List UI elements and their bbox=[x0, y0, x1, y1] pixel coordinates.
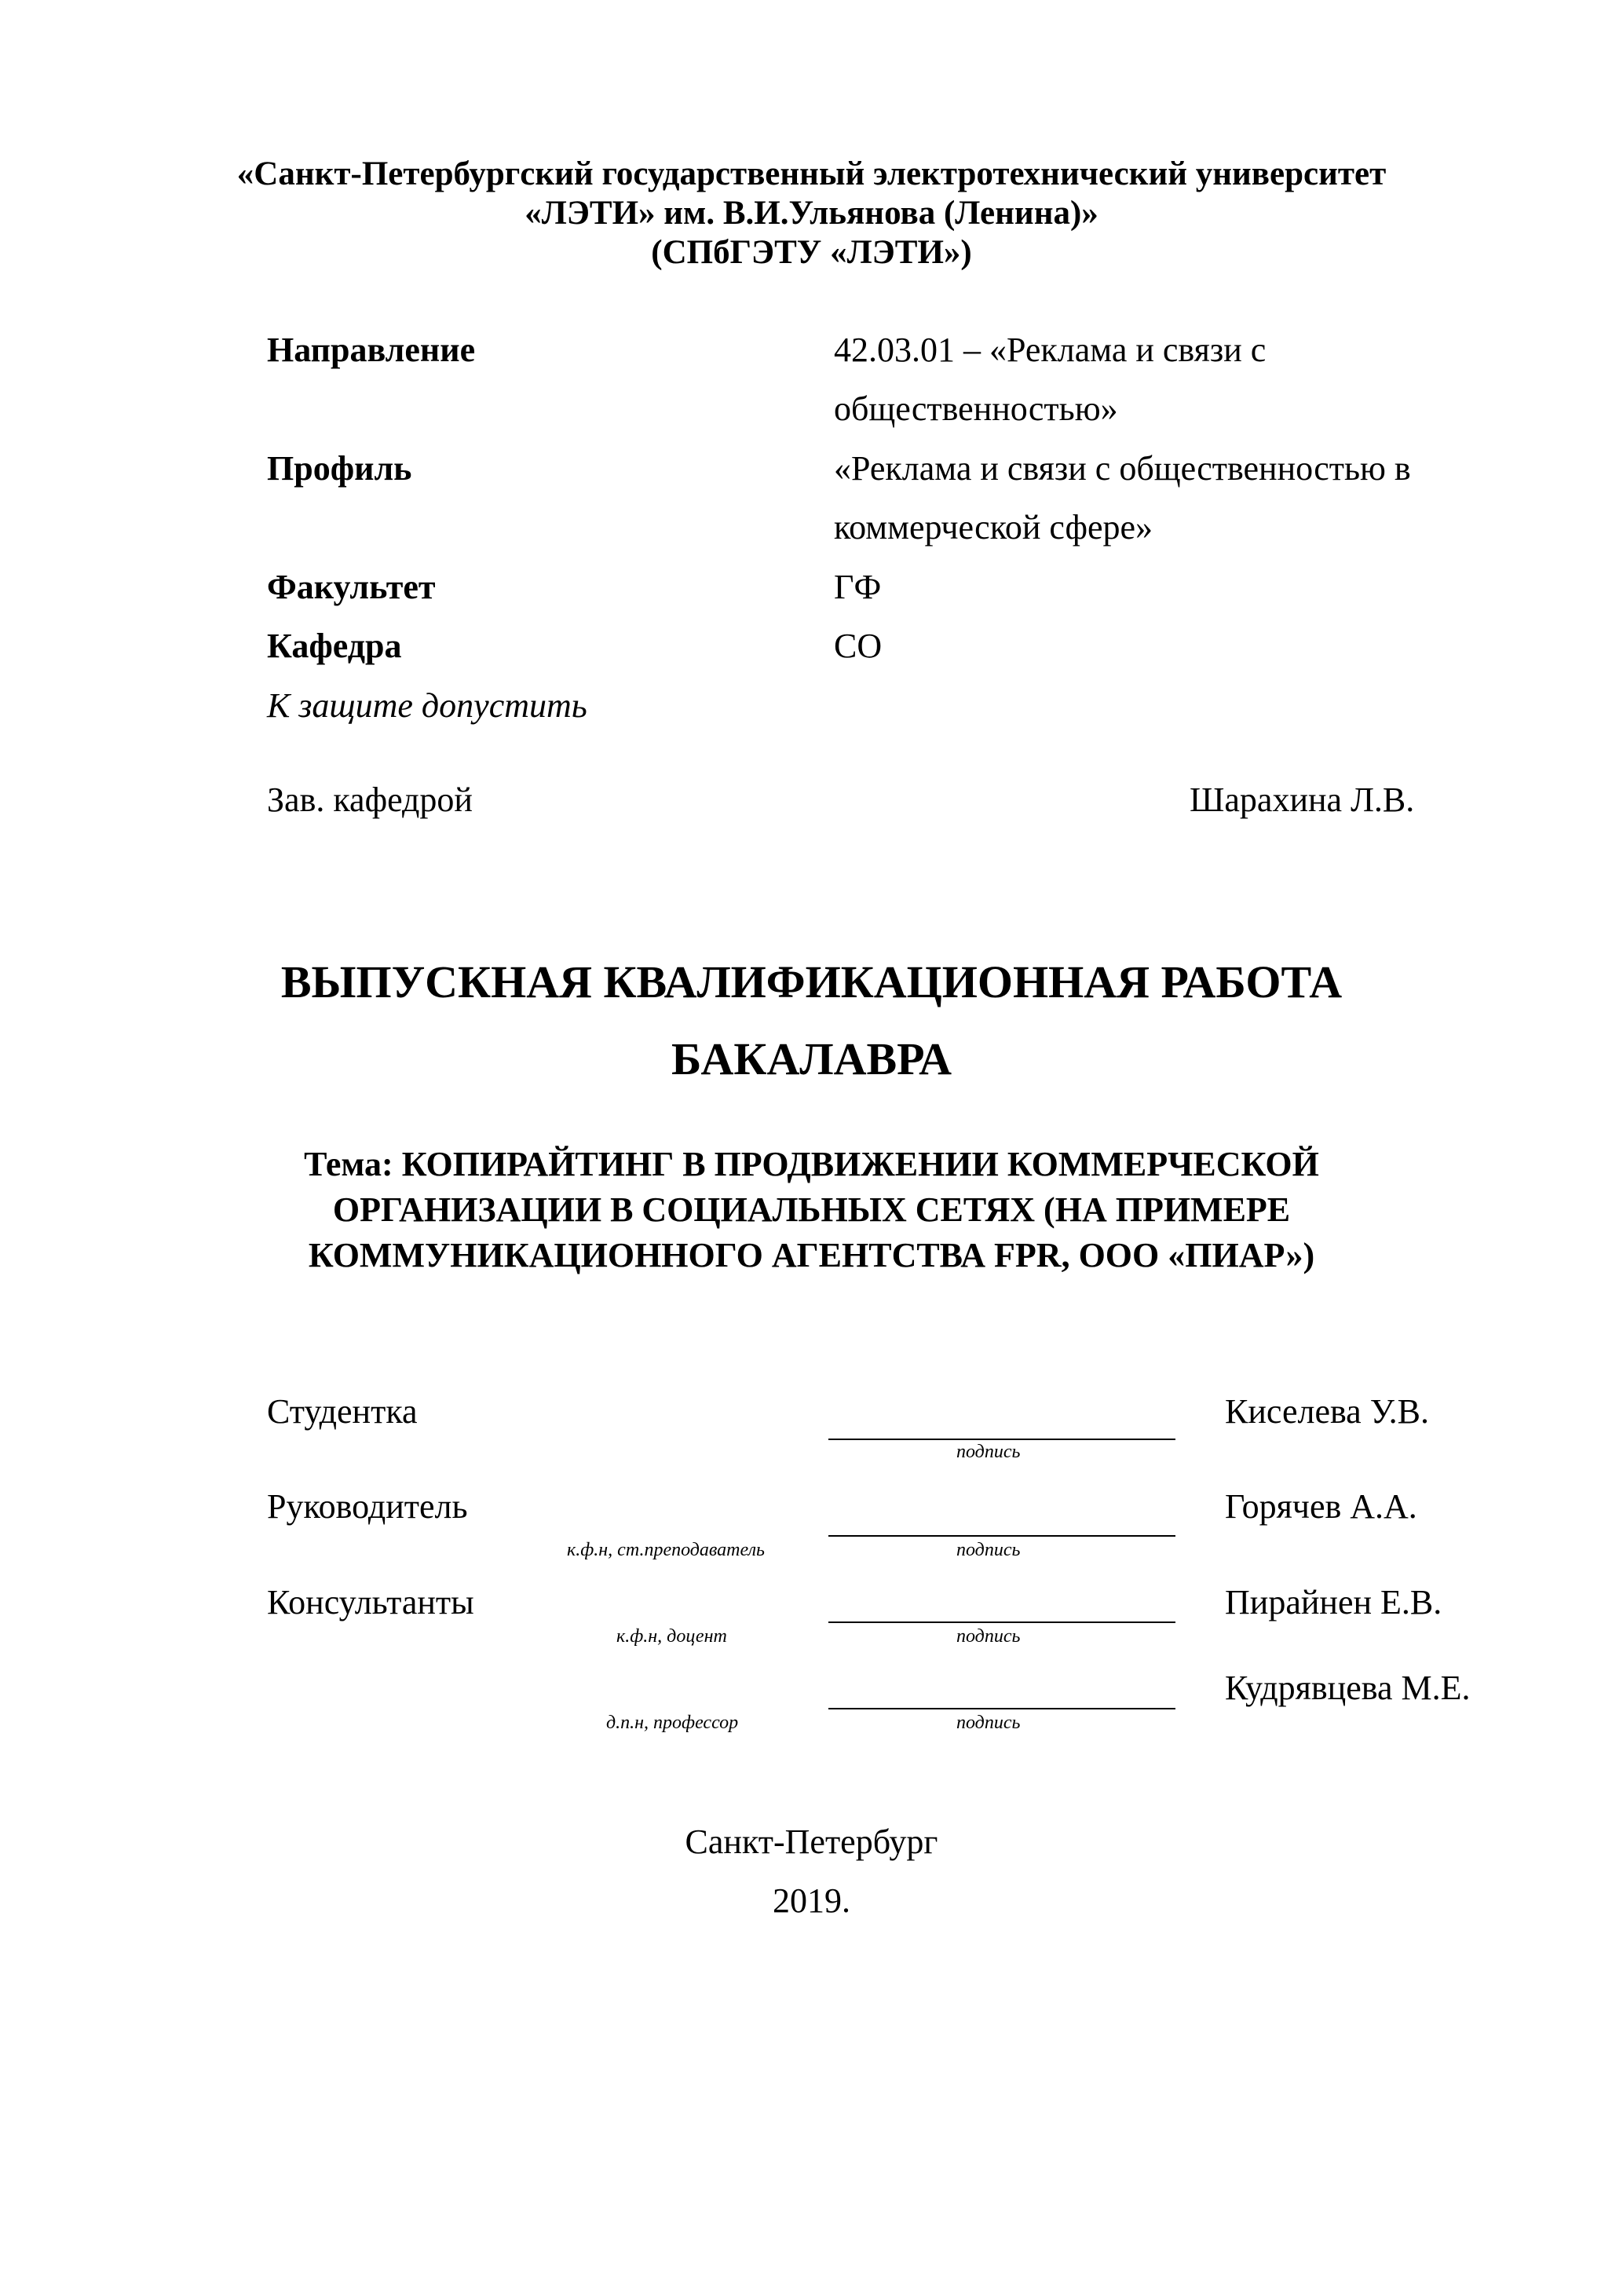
topic-line-2: ОРГАНИЗАЦИИ В СОЦИАЛЬНЫХ СЕТЯХ (НА ПРИМЕРЕ bbox=[332, 1190, 1291, 1229]
faculty-value: ГФ bbox=[834, 568, 882, 606]
city: Санкт-Петербург bbox=[685, 1823, 938, 1861]
topic-line-1: Тема: КОПИРАЙТИНГ В ПРОДВИЖЕНИИ КОММЕРЧЕСКОЙ bbox=[304, 1145, 1319, 1183]
supervisor-signature-caption: подпись bbox=[956, 1540, 1021, 1560]
admit-to-defense-text: К защите допустить bbox=[267, 686, 587, 725]
supervisor-degree: к.ф.н, ст.преподаватель bbox=[567, 1540, 765, 1560]
consultant-2-name: Кудрявцева М.Е. bbox=[1225, 1669, 1471, 1707]
document-title-line-2: БАКАЛАВРА bbox=[671, 1033, 952, 1084]
profile-value-line-1: «Реклама и связи с общественностью в bbox=[834, 449, 1411, 488]
profile-label: Профиль bbox=[267, 449, 412, 488]
student-signature-caption: подпись bbox=[956, 1442, 1021, 1462]
consultant-1-name: Пирайнен Е.В. bbox=[1225, 1583, 1442, 1621]
consultant-2-signature-caption: подпись bbox=[956, 1713, 1021, 1733]
faculty-label: Факультет bbox=[267, 568, 436, 606]
head-of-department-label: Зав. кафедрой bbox=[267, 781, 473, 819]
student-label: Студентка bbox=[267, 1392, 418, 1431]
head-of-department-name: Шарахина Л.В. bbox=[1190, 781, 1415, 819]
topic-line-3: КОММУНИКАЦИОННОГО АГЕНТСТВА FPR, ООО «ПИАР») bbox=[308, 1236, 1315, 1274]
department-label: Кафедра bbox=[267, 627, 402, 665]
document-title-line-1: ВЫПУСКНАЯ КВАЛИФИКАЦИОННАЯ РАБОТА bbox=[280, 956, 1343, 1007]
university-abbreviation: (СПбГЭТУ «ЛЭТИ») bbox=[651, 234, 972, 271]
year: 2019. bbox=[773, 1881, 850, 1920]
consultant-2-degree: д.п.н, профессор bbox=[606, 1713, 739, 1733]
supervisor-name: Горячев А.А. bbox=[1225, 1487, 1417, 1526]
student-name: Киселева У.В. bbox=[1225, 1392, 1430, 1431]
student-signature-line bbox=[828, 1439, 1175, 1440]
profile-value-line-2: коммерческой сфере» bbox=[834, 508, 1153, 547]
supervisor-signature-line bbox=[828, 1535, 1175, 1537]
direction-label: Направление bbox=[267, 331, 476, 369]
direction-value-line-2: общественностью» bbox=[834, 389, 1118, 428]
consultant-1-degree: к.ф.н, доцент bbox=[616, 1626, 727, 1647]
university-name-line-2: «ЛЭТИ» им. В.И.Ульянова (Ленина)» bbox=[525, 195, 1098, 232]
consultants-label: Консультанты bbox=[267, 1583, 474, 1621]
consultant-1-signature-line bbox=[828, 1621, 1175, 1623]
university-name-line-1: «Санкт-Петербургский государственный электротехнический университет bbox=[236, 155, 1387, 192]
supervisor-label: Руководитель bbox=[267, 1487, 468, 1526]
consultant-1-signature-caption: подпись bbox=[956, 1626, 1021, 1647]
direction-value-line-1: 42.03.01 – «Реклама и связи с bbox=[834, 331, 1267, 369]
consultant-2-signature-line bbox=[828, 1708, 1175, 1709]
department-value: СО bbox=[834, 627, 883, 665]
